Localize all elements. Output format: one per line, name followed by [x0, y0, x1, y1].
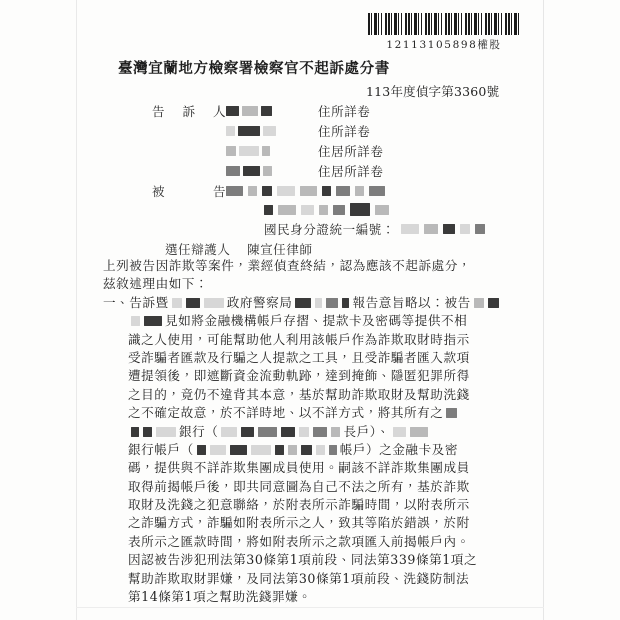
body-text: 第14條第1項之幫助洗錢罪嫌。	[128, 589, 312, 605]
redacted-account-holder	[446, 407, 457, 420]
address-note: 住居所詳卷	[318, 164, 384, 179]
body-line-item-1	[103, 294, 543, 312]
body-line	[103, 275, 543, 293]
redacted-defendant-line-2	[264, 203, 389, 217]
redacted-name	[226, 124, 318, 138]
body-line-bank-1	[103, 423, 543, 441]
page-margin-line-right	[543, 0, 544, 620]
body-line	[103, 551, 543, 569]
body-text: 識之人使用，可能幫助他人利用該帳戶作為詐欺取財時指示	[128, 331, 470, 347]
address-note: 住所詳卷	[318, 124, 371, 139]
body-line	[103, 312, 543, 330]
body-text: 銀行帳戶（	[128, 441, 194, 457]
redacted-bank-account-2	[197, 444, 337, 457]
body-line	[103, 349, 543, 367]
body-line	[103, 588, 543, 606]
body-text: 之詐騙方式，詐騙如附表所示之人，致其等陷於錯誤，於附	[128, 515, 470, 531]
body-line	[103, 478, 543, 496]
body-text: 銀行（	[179, 423, 219, 439]
body-text: 長戶）、	[343, 423, 390, 439]
body-line	[103, 257, 543, 275]
complainant-label: 告 訴 人	[152, 104, 226, 119]
table-row	[152, 200, 544, 219]
body-text: 受詐騙者匯款及行騙之人提款之工具，且受詐騙者匯入款項	[128, 349, 470, 365]
national-id-label: 國民身分證統一編號：	[264, 222, 396, 237]
barcode-block	[368, 13, 520, 52]
body-line	[103, 570, 543, 588]
body-line	[103, 459, 543, 477]
barcode-label: 12113105898權股	[386, 39, 502, 51]
defense-counsel-row	[165, 240, 313, 258]
page-margin-line-left	[76, 0, 77, 620]
body-text: 因認被告涉犯刑法第30條第1項前段、同法第339條第1項之	[128, 552, 478, 568]
table-row	[152, 181, 544, 200]
body-text: 報告意旨略以：被告	[352, 294, 471, 310]
body-text: 一、告訴暨	[103, 294, 169, 310]
body-line	[103, 331, 543, 349]
redacted-national-id	[401, 222, 485, 236]
defendant-section	[152, 181, 544, 239]
table-row	[152, 141, 544, 161]
case-number: 113年度偵字第3360號	[366, 84, 500, 99]
redacted-bank-prefix	[131, 425, 176, 438]
body-line-bank-2	[103, 441, 543, 459]
body-text: 帳戶）之金融卡及密	[339, 441, 459, 457]
document-body	[103, 257, 543, 606]
body-text: 碼，提供與不詳詐欺集團成員使用。嗣該不詳詐欺集團成員	[128, 460, 470, 476]
table-row	[152, 121, 544, 141]
defendant-label: 被 告	[152, 183, 226, 199]
body-text: 幫助詐欺取財罪嫌，及同法第30條第1項前段、洗錢防制法	[128, 570, 470, 586]
redacted-name	[226, 164, 318, 178]
defense-counsel-name: 陳宣任律師	[247, 242, 313, 257]
body-text: 上列被告因詐欺等案件，業經偵查終結，認為應該不起訴處分，	[103, 258, 472, 273]
body-text: 之不確定故意，於不詳時地、以不詳方式，將其所有之	[128, 405, 444, 421]
body-line	[103, 514, 543, 532]
barcode-icon	[368, 13, 520, 35]
redacted-defendant-inline-2	[131, 315, 162, 328]
body-line	[103, 367, 543, 385]
body-line	[103, 533, 543, 551]
body-text: 表所示之匯款時間，將如附表所示之款項匯入前揭帳戶內。	[128, 533, 470, 549]
redacted-name	[226, 104, 318, 118]
body-text: 政府警察局	[226, 294, 293, 310]
defense-counsel-label: 選任辯護人	[165, 242, 231, 257]
table-row	[152, 161, 544, 181]
national-id-row	[152, 219, 544, 239]
redacted-defendant-inline	[474, 296, 499, 309]
address-note: 住所詳卷	[318, 104, 371, 119]
redacted-bank-account-1	[221, 425, 340, 438]
body-line	[103, 404, 543, 422]
body-line	[103, 496, 543, 514]
body-text: 遭提領後，即遮斷資金流動軌跡，達到掩飾、隱匿犯罪所得	[128, 368, 470, 384]
body-line	[103, 386, 543, 404]
redacted-agency-suffix	[295, 296, 349, 309]
redacted-agency-prefix	[172, 296, 224, 309]
page-margin-line-bottom	[76, 607, 544, 608]
table-row	[152, 101, 544, 121]
redacted-bank-2	[393, 425, 428, 438]
body-text: 茲敘述理由如下：	[103, 276, 209, 292]
address-note: 住居所詳卷	[318, 144, 384, 159]
redacted-name	[226, 144, 318, 158]
page-title: 臺灣宜蘭地方檢察署檢察官不起訴處分書	[118, 60, 390, 77]
body-text: 見如將金融機構帳戶存摺、提款卡及密碼等提供不相	[165, 313, 468, 329]
redacted-defendant-line-1	[226, 184, 385, 198]
body-text: 取得前揭帳戶後，即共同意圖為自己不法之所有，基於詐欺	[128, 478, 470, 494]
body-text: 取財及洗錢之犯意聯絡，於附表所示詐騙時間，以附表所示	[128, 497, 470, 513]
complainant-section	[152, 101, 544, 181]
body-text: 之目的，竟仍不違背其本意，基於幫助詐欺取財及幫助洗錢	[128, 386, 470, 402]
